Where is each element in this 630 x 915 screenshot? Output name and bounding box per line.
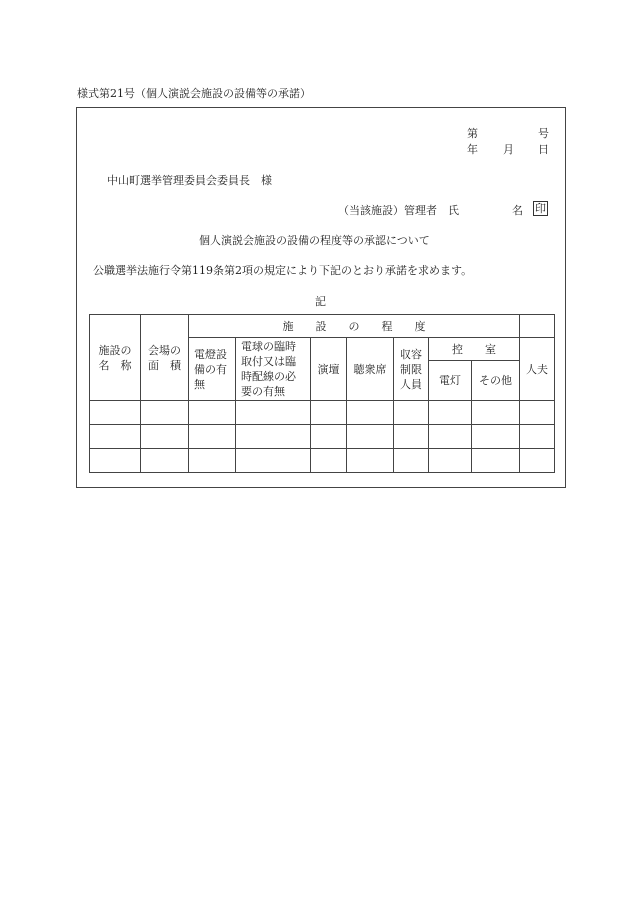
header-other: その他 bbox=[472, 361, 520, 401]
cell[interactable] bbox=[394, 425, 429, 449]
cell[interactable] bbox=[520, 449, 555, 473]
header-facility-name bbox=[90, 315, 141, 401]
table-row bbox=[90, 425, 555, 449]
cell[interactable] bbox=[394, 401, 429, 425]
cell[interactable] bbox=[472, 449, 520, 473]
header-seats: 聴衆席 bbox=[347, 338, 394, 401]
number-suffix: 号 bbox=[538, 127, 549, 140]
cell[interactable] bbox=[347, 449, 394, 473]
cell[interactable] bbox=[236, 425, 311, 449]
header-bulb bbox=[236, 338, 311, 401]
addressee: 中山町選挙管理委員会委員長 様 bbox=[107, 174, 272, 187]
cell[interactable] bbox=[429, 401, 472, 425]
cell[interactable] bbox=[394, 449, 429, 473]
header-staff: 人夫 bbox=[520, 338, 555, 401]
cell[interactable] bbox=[429, 425, 472, 449]
ki-label: 記 bbox=[315, 295, 326, 308]
date-month: 月 bbox=[503, 143, 514, 156]
header-stage: 演壇 bbox=[311, 338, 347, 401]
cell[interactable] bbox=[189, 425, 236, 449]
sender-label: （当該施設）管理者 氏 bbox=[338, 204, 459, 217]
cell[interactable] bbox=[520, 425, 555, 449]
body-text: 公職選挙法施行令第119条第2項の規定により下記のとおり承諾を求めます。 bbox=[93, 264, 473, 277]
cell[interactable] bbox=[311, 425, 347, 449]
header-capacity bbox=[394, 338, 429, 401]
bulb-line1: 電球の臨時 bbox=[241, 340, 296, 353]
lighting-line2: 備の有 bbox=[194, 362, 227, 376]
form-caption: 様式第21号（個人演説会施設の設備等の承諾） bbox=[77, 87, 311, 100]
cell[interactable] bbox=[141, 425, 189, 449]
cell[interactable] bbox=[472, 401, 520, 425]
cell[interactable] bbox=[90, 425, 141, 449]
document-title: 個人演説会施設の設備の程度等の承認について bbox=[199, 234, 430, 247]
header-area bbox=[141, 315, 189, 401]
bulb-line2: 取付又は臨 bbox=[241, 355, 296, 368]
cell[interactable] bbox=[472, 425, 520, 449]
header-waiting-room: 控 室 bbox=[429, 338, 520, 361]
cell[interactable] bbox=[236, 401, 311, 425]
bulb-line3: 時配線の必 bbox=[241, 370, 296, 383]
seal-mark: 印 bbox=[535, 202, 546, 215]
cell[interactable] bbox=[141, 401, 189, 425]
cell[interactable] bbox=[347, 425, 394, 449]
facility-table bbox=[89, 314, 555, 473]
header-blank bbox=[520, 315, 555, 338]
facility-name-line1: 施設の bbox=[98, 343, 132, 357]
cell[interactable] bbox=[236, 449, 311, 473]
header-lamp: 電灯 bbox=[429, 361, 472, 401]
cell[interactable] bbox=[429, 449, 472, 473]
cell[interactable] bbox=[189, 401, 236, 425]
number-prefix: 第 bbox=[467, 127, 478, 140]
cell[interactable] bbox=[347, 401, 394, 425]
capacity-line2: 制限 bbox=[400, 362, 422, 376]
cell[interactable] bbox=[311, 401, 347, 425]
facility-name-line2: 名 称 bbox=[98, 358, 132, 372]
area-line2: 面 積 bbox=[148, 358, 181, 372]
date-year: 年 bbox=[467, 143, 478, 156]
cell[interactable] bbox=[141, 449, 189, 473]
area-line1: 会場の bbox=[148, 343, 181, 357]
cell[interactable] bbox=[520, 401, 555, 425]
table-row bbox=[90, 401, 555, 425]
cell[interactable] bbox=[189, 449, 236, 473]
header-facility-degree: 施 設 の 程 度 bbox=[189, 315, 520, 338]
header-lighting bbox=[189, 338, 236, 401]
date-day: 日 bbox=[538, 143, 549, 156]
cell[interactable] bbox=[90, 401, 141, 425]
capacity-line3: 人員 bbox=[400, 377, 422, 391]
sender-name-char: 名 bbox=[512, 204, 523, 217]
cell[interactable] bbox=[311, 449, 347, 473]
cell[interactable] bbox=[90, 449, 141, 473]
lighting-line1: 電燈設 bbox=[194, 347, 227, 361]
capacity-line1: 収容 bbox=[400, 347, 422, 361]
lighting-line3: 無 bbox=[194, 377, 205, 391]
bulb-line4: 要の有無 bbox=[241, 385, 285, 398]
table-row bbox=[90, 449, 555, 473]
